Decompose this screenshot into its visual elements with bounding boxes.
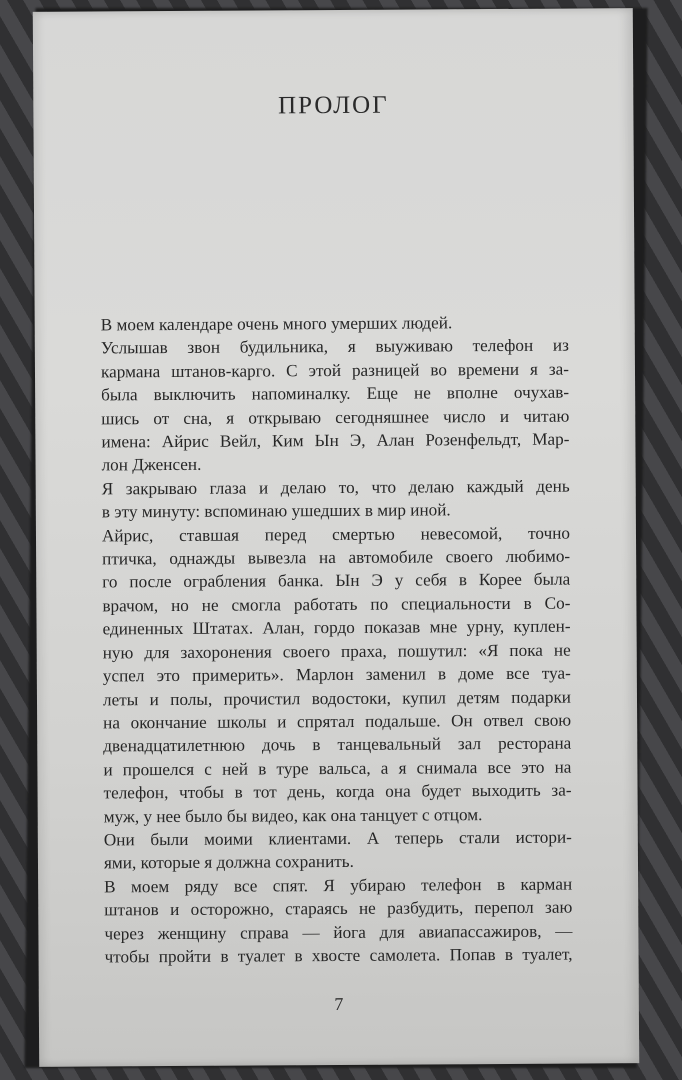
text-line: ями, которые я должна сохранить. bbox=[103, 852, 354, 873]
text-line: леты и полы, прочистил водостоки, купил детям подарки bbox=[102, 687, 572, 709]
text-line: двенадцатилетнюю дочь в танцевальный зал ресторана bbox=[103, 733, 572, 756]
text-line: телефон, чтобы в тот день, когда она будет выходить за- bbox=[103, 780, 572, 803]
text-line: была выключить напоминалку. Еще не вполне очухав- bbox=[101, 382, 570, 405]
book-page bbox=[33, 8, 639, 1067]
text-line: штанов и осторожно, стараясь не разбудить, перепол заю bbox=[104, 897, 573, 920]
text-line: В моем календаре очень много умерших людей. bbox=[100, 313, 453, 335]
page-text bbox=[101, 311, 573, 969]
text-line: Я закрываю глаза и делаю то, что делаю каждый день bbox=[101, 476, 570, 499]
text-line: врачом, но не смогла работать по специальности в Со- bbox=[102, 593, 571, 616]
text-line: муж, у нее было бы видео, как она танцует с отцом. bbox=[103, 804, 483, 826]
text-line: шись от сна, я открываю сегодняшнее число и читаю bbox=[101, 406, 570, 429]
text-line: единенных Штатах. Алан, гордо показав мне урну, куплен- bbox=[102, 616, 571, 639]
text-line: лон Дженсен. bbox=[101, 455, 202, 475]
text-line: го после ограбления банка. Ын Э у себя в Корее была bbox=[102, 570, 571, 592]
text-line: чтобы пройти в туалет в хвосте самолета. Попав в туалет, bbox=[104, 944, 573, 967]
text-line: через женщину справа — йога для авиапассажиров, — bbox=[104, 921, 573, 943]
text-line: Услышав звон будильника, я выуживаю телефон из bbox=[100, 335, 569, 358]
text-line: кармана штанов-карго. С этой разницей во времени я за- bbox=[100, 359, 570, 382]
text-line: Они были моими клиентами. А теперь стали истори- bbox=[103, 827, 572, 850]
page-number: 7 bbox=[334, 993, 344, 1015]
text-line: Айрис, ставшая перед смертью невесомой, точно bbox=[101, 523, 571, 546]
text-line: на окончание школы и спрятал подальше. Он отвел свою bbox=[103, 710, 572, 733]
text-line: в эту минуту: вспоминаю ушедших в мир иной. bbox=[101, 500, 451, 522]
text-line: ную для захоронения своего праха, пошутил: «Я пока не bbox=[102, 640, 571, 663]
text-line: В моем ряду все спят. Я убираю телефон в карман bbox=[104, 874, 573, 897]
chapter-title: ПРОЛОГ bbox=[277, 91, 389, 120]
text-line: и прошелся с ней в туре вальса, а я снимала все это на bbox=[103, 757, 572, 780]
text-line: птичка, однажды вывезла на автомобиле своего любимо- bbox=[102, 546, 571, 569]
text-line: успел это примерить». Марлон заменил в доме все туа- bbox=[102, 663, 571, 686]
text-line: имена: Айрис Вейл, Ким Ын Э, Алан Розенфельдт, Мар- bbox=[101, 429, 570, 452]
